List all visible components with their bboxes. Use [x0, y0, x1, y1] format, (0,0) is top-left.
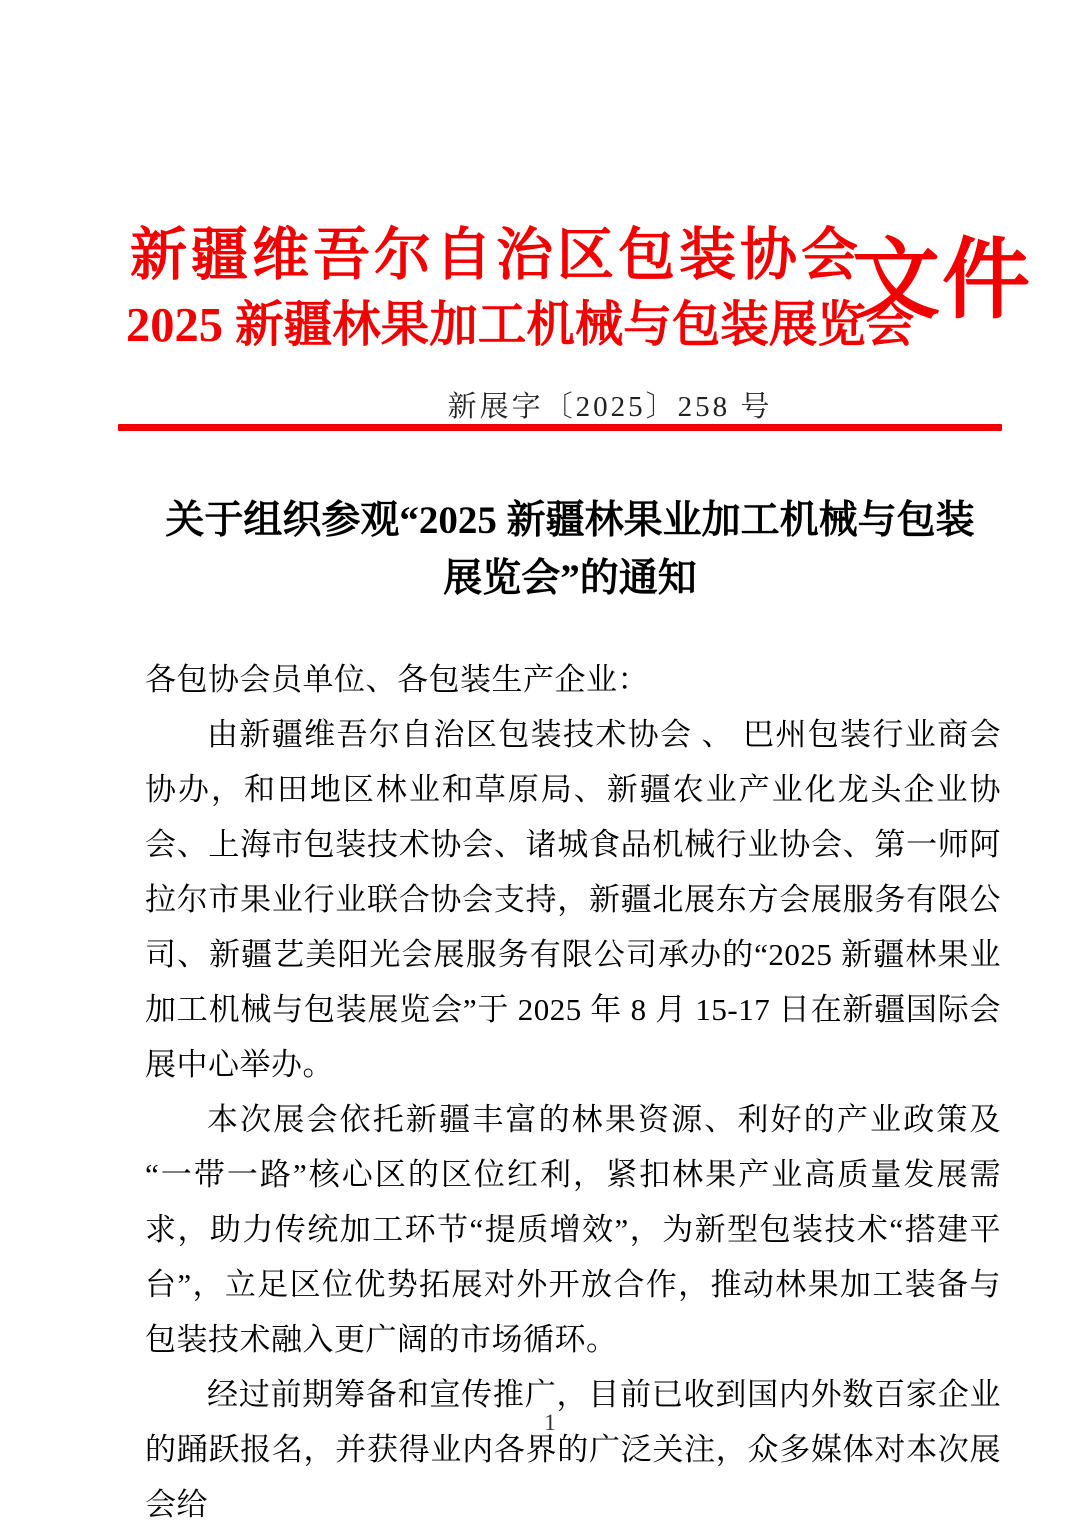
letterhead-org-name: 新疆维吾尔自治区包装协会 [130, 224, 862, 287]
letterhead-exhibition-name: 2025 新疆林果加工机械与包装展览会 [126, 297, 915, 352]
body-paragraph: 由新疆维吾尔自治区包装技术协会 、 巴州包装行业商会协办，和田地区林业和草原局、新疆农业产业化龙头企业协会、上海市包装技术协会、诸城食品机械行业协会、第一师阿拉尔市果业行业联合协会支持，新疆北展东方会展服务有限公司、新疆艺美阳光会展服务有限公司承办的“2025 新疆林果业加工机械与包装展览会”于 2025 年 8 月 15-17 日在新疆国际会展中心举办。 [145, 717, 1001, 1082]
letterhead-document-label: 文件 [852, 233, 1033, 330]
page-number: 1 [544, 1410, 556, 1435]
document-title [105, 492, 1035, 608]
body-paragraph: 经过前期筹备和宣传推广，目前已收到国内外数百家企业的踊跃报名，并获得业内各界的广泛关注，众多媒体对本次展会给 [145, 1377, 1001, 1522]
document-body [145, 652, 1001, 1528]
document-title-line2: 展览会”的通知 [443, 557, 697, 600]
document-reference-number: 新展字〔2025〕258 号 [447, 391, 773, 423]
document-title-line1: 关于组织参观“2025 新疆林果业加工机械与包装 [165, 499, 975, 542]
letterhead-divider-rule [118, 424, 1002, 431]
salutation-line: 各包协会员单位、各包装生产企业： [145, 662, 649, 697]
body-paragraph: 本次展会依托新疆丰富的林果资源、利好的产业政策及“一带一路”核心区的区位红利，紧扣林果产业高质量发展需求，助力传统加工环节“提质增效”，为新型包装技术“搭建平台”，立足区位优势拓展对外开放合作，推动林果加工装备与包装技术融入更广阔的市场循环。 [145, 1102, 1001, 1357]
